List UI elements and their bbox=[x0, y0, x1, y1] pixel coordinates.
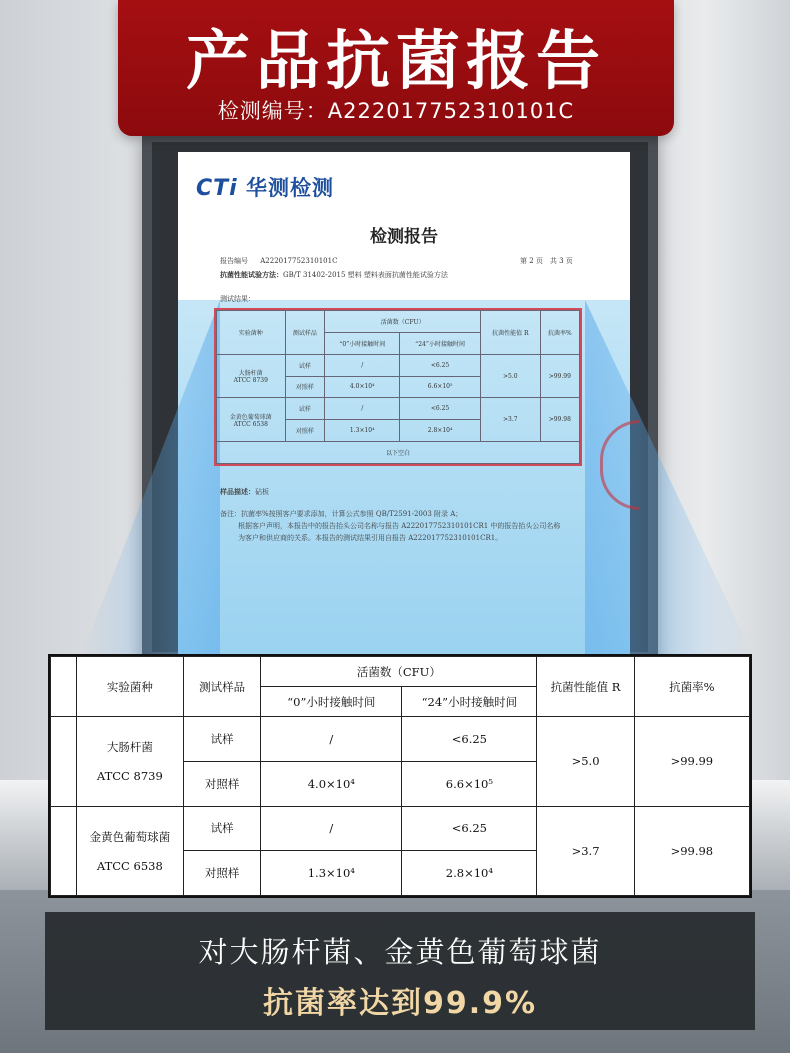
report-no-line bbox=[220, 256, 337, 266]
table-cell: 2.8×10⁴ bbox=[402, 851, 537, 896]
report-number: 检测编号：A222017752310101C bbox=[217, 99, 575, 123]
page-title: 产品抗菌报告 bbox=[186, 25, 606, 99]
table-cell: 6.6×10⁵ bbox=[402, 761, 537, 806]
caption-line-2: 抗菌率达到99.9% bbox=[262, 986, 538, 1021]
header-h0: “0”小时接触时间 bbox=[261, 687, 402, 717]
strain-ecoli: 大肠杆菌 ATCC 8739 bbox=[76, 717, 183, 807]
header-rate: 抗菌率% bbox=[634, 657, 749, 717]
table-cell: / bbox=[261, 717, 402, 762]
table-cell: <6.25 bbox=[402, 717, 537, 762]
strain-staph: 金黄色葡萄球菌 ATCC 6538 bbox=[76, 806, 183, 896]
remark-line: 备注：抗菌率%按照客户要求添加，计算公式参照 QB/T2591-2003 附录 A； bbox=[220, 510, 463, 518]
sample-desc-value: 砧板 bbox=[255, 488, 269, 496]
page-indicator: 第 2 页 共 3 页 bbox=[520, 257, 573, 265]
caption-line-1: 对大肠杆菌、金黄色葡萄球菌 bbox=[198, 935, 602, 969]
small-cell: >5.0 bbox=[481, 354, 541, 398]
sample-description bbox=[220, 486, 600, 498]
report-no-label: 报告编号 bbox=[220, 257, 248, 265]
sample-desc-label: 样品描述： bbox=[220, 487, 255, 496]
small-cell: <6.25 bbox=[400, 354, 481, 376]
small-header-h24: “24”小时接触时间 bbox=[400, 332, 481, 354]
table-cell: >5.0 bbox=[537, 717, 634, 807]
table-footer: 以下空白 bbox=[217, 442, 580, 464]
header-sample: 测试样品 bbox=[183, 657, 260, 717]
small-cell: >99.99 bbox=[540, 354, 579, 398]
enlarged-results-table bbox=[48, 654, 752, 898]
remark-line: 为客户和供应商的关系。本报告的测试结果引用自报告 A222017752310101CR1。 bbox=[238, 534, 503, 542]
small-header-rate: 抗菌率% bbox=[540, 311, 579, 355]
header-strain: 实验菌种 bbox=[76, 657, 183, 717]
table-cell: 试样 bbox=[183, 806, 260, 851]
header-h24: “24”小时接触时间 bbox=[402, 687, 537, 717]
table-cell: / bbox=[261, 806, 402, 851]
remarks bbox=[220, 508, 600, 544]
spacer-cell bbox=[51, 657, 77, 717]
small-cell: 对照样 bbox=[285, 420, 325, 442]
small-cell: 试样 bbox=[285, 398, 325, 420]
small-strain-2: 金黄色葡萄球菌 ATCC 6538 bbox=[217, 398, 286, 442]
small-cell: 6.6×10⁵ bbox=[400, 376, 481, 398]
table-cell: >99.98 bbox=[634, 806, 749, 896]
method-line bbox=[220, 270, 448, 280]
title-banner bbox=[118, 0, 674, 136]
small-header-r: 抗菌性能值 R bbox=[481, 311, 541, 355]
table-cell: 对照样 bbox=[183, 761, 260, 806]
method-label: 抗菌性能试验方法： bbox=[220, 270, 283, 279]
table-cell: >99.99 bbox=[634, 717, 749, 807]
logo-name: 华测检测 bbox=[246, 176, 335, 200]
small-header-sample: 测试样品 bbox=[285, 311, 325, 355]
method-value: GB/T 31402-2015 塑料 塑料表面抗菌性能试验方法 bbox=[283, 271, 448, 279]
spacer-cell bbox=[51, 717, 77, 807]
table-cell: 4.0×10⁴ bbox=[261, 761, 402, 806]
table-cell: 对照样 bbox=[183, 851, 260, 896]
small-cell: <6.25 bbox=[400, 398, 481, 420]
small-strain-1: 大肠杆菌 ATCC 8739 bbox=[217, 354, 286, 398]
small-cell: 2.8×10⁴ bbox=[400, 420, 481, 442]
small-cell: 对照样 bbox=[285, 376, 325, 398]
header-r-value: 抗菌性能值 R bbox=[537, 657, 634, 717]
small-results-table bbox=[214, 308, 582, 466]
small-header-count: 活菌数（CFU） bbox=[325, 311, 481, 333]
small-header-h0: “0”小时接触时间 bbox=[325, 332, 400, 354]
table-cell: >3.7 bbox=[537, 806, 634, 896]
remark-line: 根据客户声明，本报告中的报告抬头公司名称与报告 A222017752310101CR1 中的报告抬头公司名称 bbox=[238, 522, 561, 530]
small-cell: 4.0×10⁴ bbox=[325, 376, 400, 398]
table-cell: <6.25 bbox=[402, 806, 537, 851]
spacer-cell bbox=[51, 806, 77, 896]
header-count: 活菌数（CFU） bbox=[261, 657, 537, 687]
cti-logo bbox=[196, 172, 334, 202]
logo-brand: CTi bbox=[196, 176, 238, 201]
small-cell: / bbox=[325, 354, 400, 376]
small-cell: 1.3×10⁴ bbox=[325, 420, 400, 442]
small-cell: >3.7 bbox=[481, 398, 541, 442]
small-header-strain: 实验菌种 bbox=[217, 311, 286, 355]
small-cell: >99.98 bbox=[540, 398, 579, 442]
report-no-value: A222017752310101C bbox=[260, 257, 338, 265]
small-cell: / bbox=[325, 398, 400, 420]
table-cell: 1.3×10⁴ bbox=[261, 851, 402, 896]
table-cell: 试样 bbox=[183, 717, 260, 762]
document-title: 检测报告 bbox=[370, 227, 438, 247]
results-label: 测试结果： bbox=[220, 295, 255, 303]
bottom-caption bbox=[45, 912, 755, 1030]
small-cell: 试样 bbox=[285, 354, 325, 376]
